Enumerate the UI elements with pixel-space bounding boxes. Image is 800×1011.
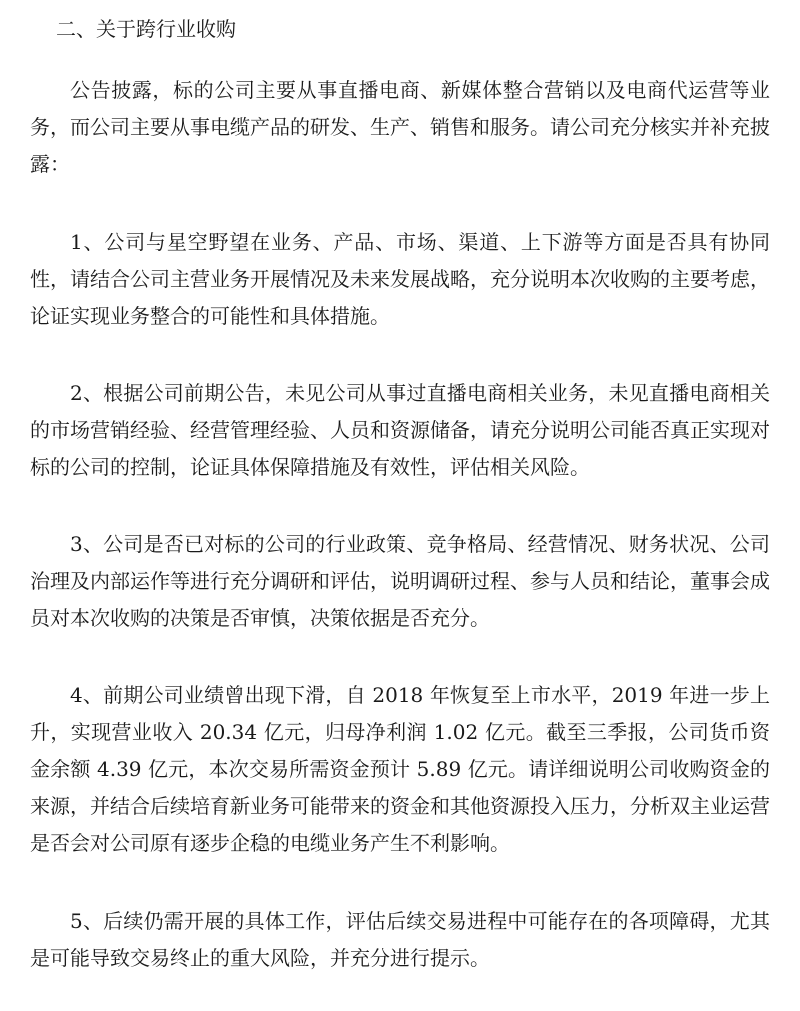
- section-heading: 二、关于跨行业收购: [56, 17, 236, 41]
- question-3-paragraph: 3、公司是否已对标的公司的行业政策、竞争格局、经营情况、财务状况、公司治理及内部运作等进行充分调研和评估，说明调研过程、参与人员和结论，董事会成员对本次收购的决策是否审慎，决策依据是否充分。: [30, 532, 770, 630]
- question-5-paragraph: 5、后续仍需开展的具体工作，评估后续交易进程中可能存在的各项障碍，尤其是可能导致交易终止的重大风险，并充分进行提示。: [30, 909, 770, 970]
- question-4-paragraph: 4、前期公司业绩曾出现下滑，自 2018 年恢复至上市水平，2019 年进一步上升，实现营业收入 20.34 亿元，归母净利润 1.02 亿元。截至三季报，公司货币资金余额 4.39 亿元，本次交易所需资金预计 5.89 亿元。请详细说明公司收购资金的来源，并结合后续培育新业务可能带来的资金和其他资源投入压力，分析双主业运营是否会对公司原有逐步企稳的电缆业务产生不利影响。: [30, 683, 770, 855]
- question-2-paragraph: 2、根据公司前期公告，未见公司从事过直播电商相关业务，未见直播电商相关的市场营销经验、经营管理经验、人员和资源储备，请充分说明公司能否真正实现对标的公司的控制，论证具体保障措施及有效性，评估相关风险。: [30, 381, 770, 479]
- intro-paragraph: 公告披露，标的公司主要从事直播电商、新媒体整合营销以及电商代运营等业务，而公司主要从事电缆产品的研发、生产、销售和服务。请公司充分核实并补充披露：: [30, 78, 770, 176]
- question-1-paragraph: 1、公司与星空野望在业务、产品、市场、渠道、上下游等方面是否具有协同性，请结合公司主营业务开展情况及未来发展战略，充分说明本次收购的主要考虑，论证实现业务整合的可能性和具体措施。: [30, 230, 770, 328]
